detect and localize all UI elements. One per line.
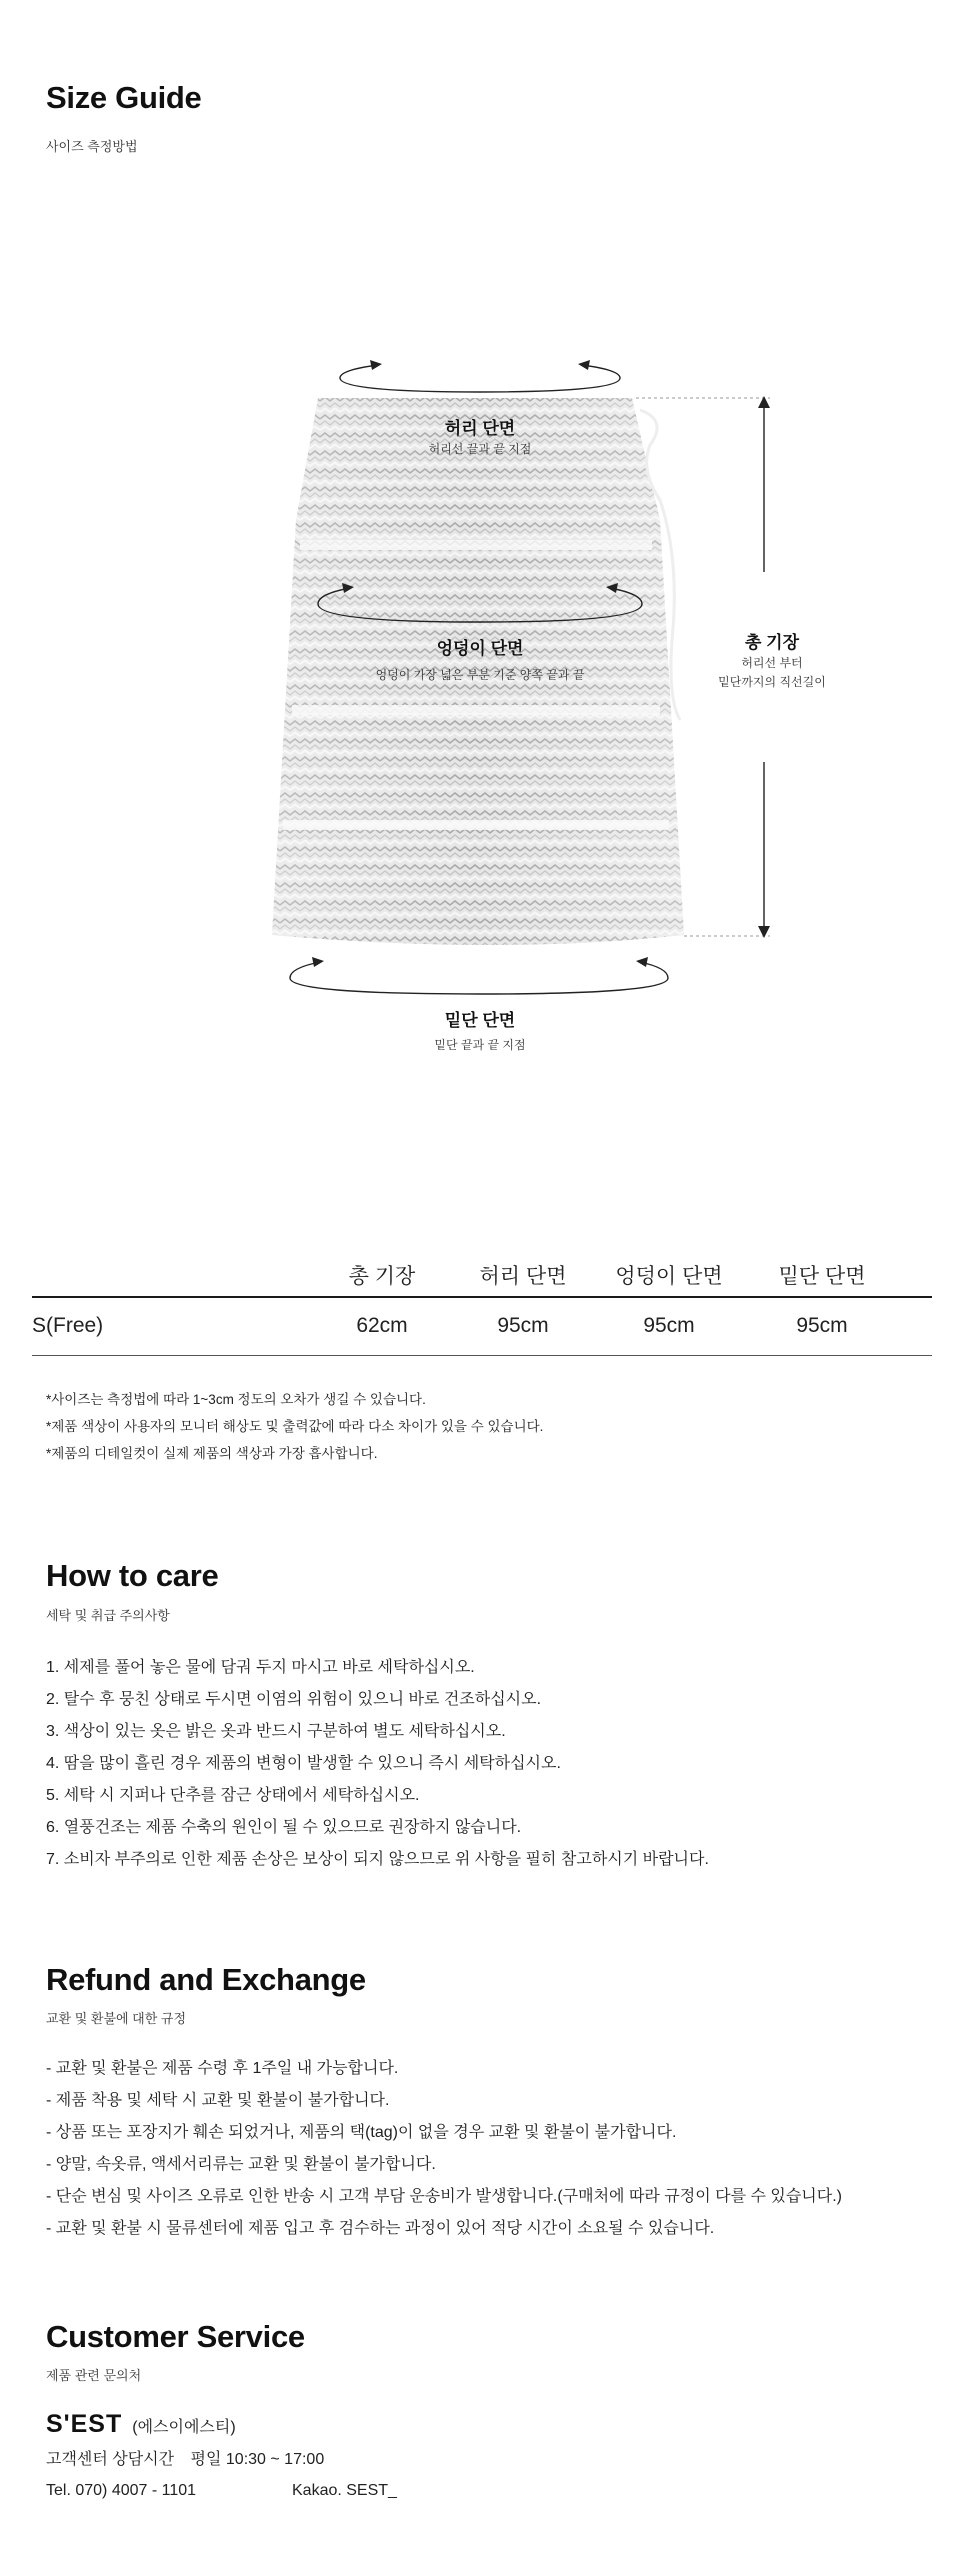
care-item: 3. 색상이 있는 옷은 밝은 옷과 반드시 구분하여 별도 세탁하십시오. (46, 1723, 506, 1740)
waist-label: 허리 단면 (444, 419, 516, 438)
waist-arrow (340, 365, 620, 392)
brand-logo: S'EST (46, 2410, 123, 2438)
size-note: *제품의 디테일컷이 실제 제품의 색상과 가장 흡사합니다. (46, 1446, 378, 1461)
care-item: 5. 세탁 시 지퍼나 단추를 잠근 상태에서 세탁하십시오. (46, 1787, 420, 1804)
refund-item: - 교환 및 환불은 제품 수령 후 1주일 내 가능합니다. (46, 2060, 399, 2077)
table-header: 엉덩이 단면 (615, 1265, 723, 1288)
length-desc-1: 허리선 부터 (741, 656, 803, 670)
service-title: Customer Service (46, 2319, 305, 2354)
care-item: 4. 땀을 많이 흘린 경우 제품의 변형이 발생할 수 있으니 즉시 세탁하십시오. (46, 1755, 561, 1772)
waist-desc: 허리선 끝과 끝 지점 (428, 442, 532, 456)
table-cell: 95cm (796, 1314, 848, 1337)
care-title: How to care (46, 1558, 219, 1593)
brand-row (46, 2410, 236, 2439)
care-item: 2. 탈수 후 뭉친 상태로 두시면 이염의 위험이 있으니 바로 건조하십시오. (46, 1691, 542, 1708)
table-size-cell: S(Free) (32, 1314, 104, 1337)
hem-arrow (290, 962, 668, 994)
refund-item: - 양말, 속옷류, 액세서리류는 교환 및 환불이 불가합니다. (46, 2156, 436, 2173)
brand-name: (에스이에스티) (132, 2419, 236, 2436)
size-guide-title: Size Guide (46, 80, 202, 115)
refund-item: - 단순 변심 및 사이즈 오류로 인한 반송 시 고객 부담 운송비가 발생합니다.(구매처에 따라 규정이 다를 수 있습니다.) (46, 2188, 842, 2205)
table-header-divider (32, 1296, 932, 1298)
care-list (46, 1652, 936, 1876)
hours-label: 고객센터 상담시간 (46, 2451, 175, 2468)
care-item: 1. 세제를 풀어 놓은 물에 담궈 두지 마시고 바로 세탁하십시오. (46, 1659, 475, 1676)
length-label: 총 기장 (745, 633, 799, 652)
hem-label: 밑단 단면 (444, 1011, 516, 1030)
table-bottom-divider (32, 1355, 932, 1356)
tel: Tel. 070) 4007 - 1101 (46, 2482, 197, 2499)
size-table (32, 1254, 932, 1358)
care-item: 6. 열풍건조는 제품 수축의 원인이 될 수 있으므로 권장하지 않습니다. (46, 1819, 522, 1836)
hours-row (46, 2446, 324, 2469)
size-note: *제품 색상이 사용자의 모니터 해상도 및 출력값에 따라 다소 차이가 있을 수 있습니다. (46, 1419, 544, 1434)
kakao: Kakao. SEST_ (292, 2482, 397, 2499)
refund-list (46, 2053, 936, 2245)
size-note: *사이즈는 측정법에 따라 1~3cm 정도의 오차가 생길 수 있습니다. (46, 1392, 426, 1407)
table-header: 허리 단면 (479, 1265, 567, 1288)
care-item: 7. 소비자 부주의로 인한 제품 손상은 보상이 되지 않으므로 위 사항을 필히 참고하시기 바랍니다. (46, 1851, 709, 1868)
refund-item: - 교환 및 환불 시 물류센터에 제품 입고 후 검수하는 과정이 있어 적당 시간이 소요될 수 있습니다. (46, 2220, 715, 2237)
refund-item: - 상품 또는 포장지가 훼손 되었거나, 제품의 택(tag)이 없을 경우 교환 및 환불이 불가합니다. (46, 2124, 677, 2141)
table-header: 총 기장 (348, 1265, 416, 1288)
length-desc-2: 밑단까지의 직선길이 (718, 675, 826, 689)
refund-item: - 제품 착용 및 세탁 시 교환 및 환불이 불가합니다. (46, 2092, 390, 2109)
hip-label: 엉덩이 단면 (436, 639, 524, 658)
size-notes (46, 1386, 926, 1467)
table-cell: 95cm (497, 1314, 549, 1337)
service-subtitle: 제품 관련 문의처 (46, 2368, 142, 2383)
hours-value: 평일 10:30 ~ 17:00 (190, 2451, 325, 2468)
refund-title: Refund and Exchange (46, 1962, 366, 1997)
care-subtitle: 세탁 및 취급 주의사항 (46, 1608, 170, 1623)
table-cell: 62cm (356, 1314, 408, 1337)
table-header: 밑단 단면 (778, 1265, 866, 1288)
hem-desc: 밑단 끝과 끝 지점 (434, 1038, 526, 1052)
size-guide-subtitle: 사이즈 측정방법 (46, 139, 138, 154)
table-cell: 95cm (643, 1314, 695, 1337)
hip-desc: 엉덩이 가장 넓은 부분 기준 양쪽 끝과 끝 (375, 668, 585, 682)
refund-subtitle: 교환 및 환불에 대한 규정 (46, 2011, 187, 2026)
